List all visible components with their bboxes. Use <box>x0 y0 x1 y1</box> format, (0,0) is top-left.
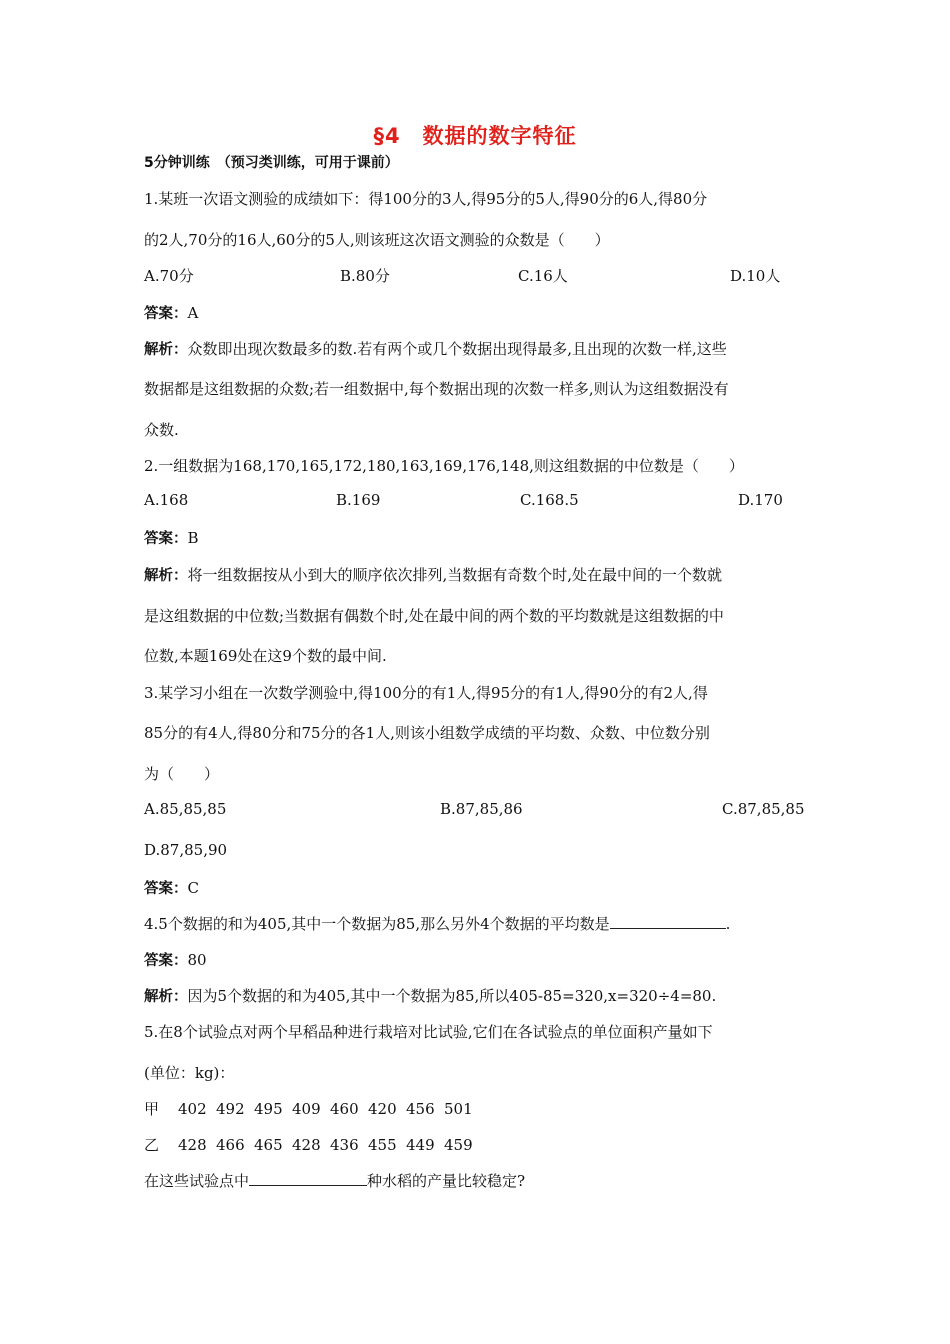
q2-analysis-line2: 是这组数据的中位数;当数据有偶数个时,处在最中间的两个数的平均数就是这组数据的中 <box>144 607 724 625</box>
q3-text-line1: 3.某学习小组在一次数学测验中,得100分的有1人,得95分的有1人,得90分的有2人,得 <box>144 684 708 702</box>
data-cell: 449 <box>406 1136 435 1154</box>
answer-label: 答案： <box>144 531 188 547</box>
data-cell: 465 <box>254 1136 283 1154</box>
page-title: §4 数据的数字特征 <box>373 124 577 148</box>
q2-analysis-text1: 将一组数据按从小到大的顺序依次排列,当数据有奇数个时,处在最中间的一个数就 <box>187 566 723 584</box>
q4-analysis-text: 因为5个数据的和为405,其中一个数据为85,所以405-85=320,x=320÷4=80. <box>187 987 717 1005</box>
q1-text-line1: 1.某班一次语文测验的成绩如下：得100分的3人,得95分的5人,得90分的6人,得80分 <box>144 190 708 208</box>
data-cell: 466 <box>216 1136 245 1154</box>
q4-analysis <box>144 985 812 1006</box>
data-cell: 501 <box>444 1100 473 1118</box>
answer-label: 答案： <box>144 881 188 897</box>
q5-text-line1: 5.在8个试验点对两个早稻品种进行栽培对比试验,它们在各试验点的单位面积产量如下 <box>144 1023 713 1041</box>
data-cell: 459 <box>444 1136 473 1154</box>
q4-answer <box>144 949 812 970</box>
q1-answer <box>144 302 812 323</box>
data-cell: 460 <box>330 1100 359 1118</box>
data-cell: 436 <box>330 1136 359 1154</box>
q1-analysis-line3: 众数. <box>144 421 179 439</box>
q1-option-b: B.80分 <box>340 267 390 285</box>
q4-text <box>144 913 812 934</box>
q3-option-c: C.87,85,85 <box>722 800 805 818</box>
data-cell: 428 <box>292 1136 321 1154</box>
q5-question-prefix: 在这些试验点中 <box>144 1172 250 1190</box>
q3-text-line3: 为（ ） <box>144 765 220 783</box>
q3-answer <box>144 877 812 898</box>
q2-answer <box>144 527 812 548</box>
q2-option-b: B.169 <box>336 491 381 509</box>
q1-option-a: A.70分 <box>144 267 194 285</box>
q4-answer-value: 80 <box>187 951 207 969</box>
q5-question-suffix: 种水稻的产量比较稳定? <box>367 1172 526 1190</box>
data-cell: 492 <box>216 1100 245 1118</box>
answer-label: 答案： <box>144 306 188 322</box>
q1-analysis-text1: 众数即出现次数最多的数.若有两个或几个数据出现得最多,且出现的次数一样,这些 <box>187 340 727 358</box>
q1-analysis-line1 <box>144 338 812 359</box>
q2-text-line1: 2.一组数据为168,170,165,172,180,163,169,176,148,则这组数据的中位数是（ ） <box>144 457 744 475</box>
row-label: 甲 <box>144 1100 160 1118</box>
q2-option-c: C.168.5 <box>520 491 579 509</box>
q3-answer-value: C <box>187 879 199 897</box>
q4-question: 4.5个数据的和为405,其中一个数据为85,那么另外4个数据的平均数是 <box>144 915 610 933</box>
q2-answer-value: B <box>187 529 199 547</box>
q4-answer-blank[interactable] <box>610 914 726 929</box>
q2-option-a: A.168 <box>144 491 189 509</box>
data-cell: 402 <box>178 1100 207 1118</box>
q3-option-a: A.85,85,85 <box>144 800 227 818</box>
section-subtitle: 5分钟训练 （预习类训练，可用于课前） <box>144 155 399 171</box>
q2-option-d: D.170 <box>738 491 783 509</box>
q5-text-line2: (单位：kg)： <box>144 1064 235 1082</box>
data-cell: 428 <box>178 1136 207 1154</box>
q5-row-yi <box>144 1134 812 1155</box>
analysis-label: 解析： <box>144 989 188 1005</box>
data-cell: 495 <box>254 1100 283 1118</box>
answer-label: 答案： <box>144 953 188 969</box>
q2-analysis-line3: 位数,本题169处在这9个数的最中间. <box>144 647 387 665</box>
q4-end: . <box>725 915 731 933</box>
data-cell: 455 <box>368 1136 397 1154</box>
data-cell: 420 <box>368 1100 397 1118</box>
q1-analysis-line2: 数据都是这组数据的众数;若一组数据中,每个数据出现的次数一样多,则认为这组数据没有 <box>144 380 729 398</box>
q3-option-b: B.87,85,86 <box>440 800 523 818</box>
q5-row-jia <box>144 1098 812 1119</box>
q1-option-c: C.16人 <box>518 267 568 285</box>
q2-analysis-line1 <box>144 564 812 585</box>
data-cell: 409 <box>292 1100 321 1118</box>
q1-text-line2: 的2人,70分的16人,60分的5人,则该班这次语文测验的众数是（ ） <box>144 231 610 249</box>
analysis-label: 解析： <box>144 568 188 584</box>
q3-option-d: D.87,85,90 <box>144 841 228 859</box>
data-cell: 456 <box>406 1100 435 1118</box>
q1-answer-value: A <box>187 304 199 322</box>
q1-option-d: D.10人 <box>730 267 781 285</box>
analysis-label: 解析： <box>144 342 188 358</box>
q3-text-line2: 85分的有4人,得80分和75分的各1人,则该小组数学成绩的平均数、众数、中位数分别 <box>144 724 710 742</box>
row-label: 乙 <box>144 1136 160 1154</box>
q5-question <box>144 1170 812 1191</box>
q5-answer-blank[interactable] <box>249 1171 367 1186</box>
